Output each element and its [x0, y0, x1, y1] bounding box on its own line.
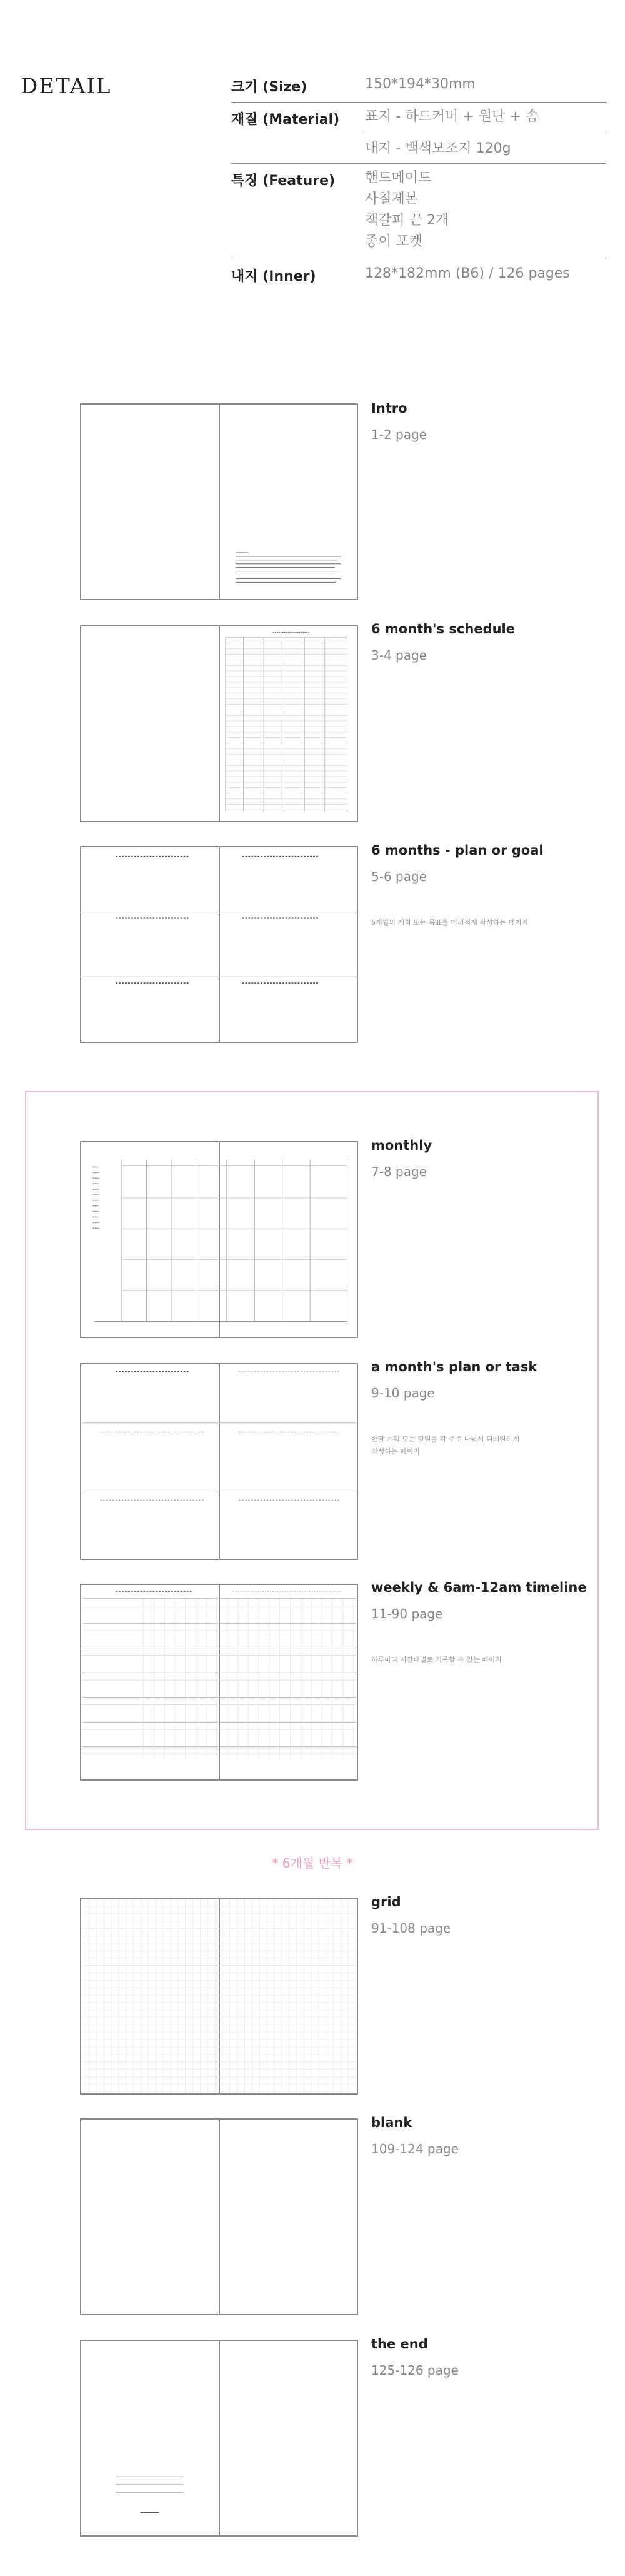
spec-material-label: 재질 (Material)	[231, 112, 340, 128]
plan-goal-lines	[81, 847, 357, 1042]
weekly-timeline-grid	[81, 1585, 357, 1779]
page-preview-blank	[80, 2118, 358, 2315]
spec-material-row	[231, 103, 606, 164]
page-preview-monthly	[80, 1141, 358, 1338]
page-label-weekly-timeline: weekly & 6am-12am timeline 11-90 page 하루마다 시간대별로 기록할 수 있는 페이지	[371, 1580, 587, 1664]
page-label-the-end: the end 125-126 page	[371, 2337, 459, 2378]
page-label-month-plan: a month's plan or task 9-10 page 한달 계획 또는 할일을 각 주로 나눠서 디테일하게 작성하는 페이지	[371, 1359, 538, 1456]
page-preview-grid	[80, 1898, 358, 2095]
page-preview-intro	[80, 403, 358, 600]
page-label-intro: Intro 1-2 page	[371, 401, 427, 442]
spec-inner-row	[231, 259, 606, 291]
spec-size-value: 150*194*30mm	[365, 76, 476, 92]
schedule-grid	[81, 626, 357, 821]
page-label-monthly: monthly 7-8 page	[371, 1138, 432, 1179]
page-preview-plan-or-goal	[80, 846, 358, 1043]
spec-feature-row	[231, 164, 606, 259]
spec-size-row	[231, 70, 606, 103]
monthly-calendar-grid	[81, 1142, 357, 1337]
page-preview-weekly-timeline	[80, 1584, 358, 1781]
spec-material-value-2: 내지 - 백색모조지 120g	[365, 141, 511, 156]
the-end-lines	[81, 2341, 357, 2535]
dot-grid	[81, 1899, 357, 2093]
month-plan-lines	[81, 1364, 357, 1559]
spec-material-value-1: 표지 - 하드커버 + 원단 + 솜	[361, 106, 606, 133]
spec-inner-value: 128*182mm (B6) / 126 pages	[365, 266, 570, 281]
spec-feature-2: 사철제본	[365, 191, 419, 207]
page-label-grid: grid 91-108 page	[371, 1894, 451, 1936]
spec-feature-label: 특징 (Feature)	[231, 173, 336, 189]
spec-inner-label: 내지 (Inner)	[231, 269, 316, 284]
detail-title: DETAIL	[21, 74, 112, 99]
page-label-blank: blank 109-124 page	[371, 2115, 459, 2156]
spec-feature-1: 핸드메이드	[365, 170, 432, 186]
page-label-six-month-schedule: 6 month's schedule 3-4 page	[371, 621, 515, 663]
page-preview-six-month-schedule	[80, 625, 358, 822]
page-preview-month-plan	[80, 1363, 358, 1560]
spec-feature-4: 종이 포켓	[365, 234, 423, 249]
spec-size-label: 크기 (Size)	[231, 79, 308, 95]
spec-table	[231, 70, 606, 291]
spec-feature-3: 책갈피 끈 2개	[365, 213, 449, 228]
intro-text-lines	[81, 405, 357, 599]
page-preview-the-end	[80, 2340, 358, 2537]
repeat-note: * 6개월 반복 *	[272, 1856, 353, 1871]
page-label-plan-or-goal: 6 months - plan or goal 5-6 page 6개월의 계획 또는 목표를 미리적게 작성하는 페이지	[371, 843, 544, 927]
